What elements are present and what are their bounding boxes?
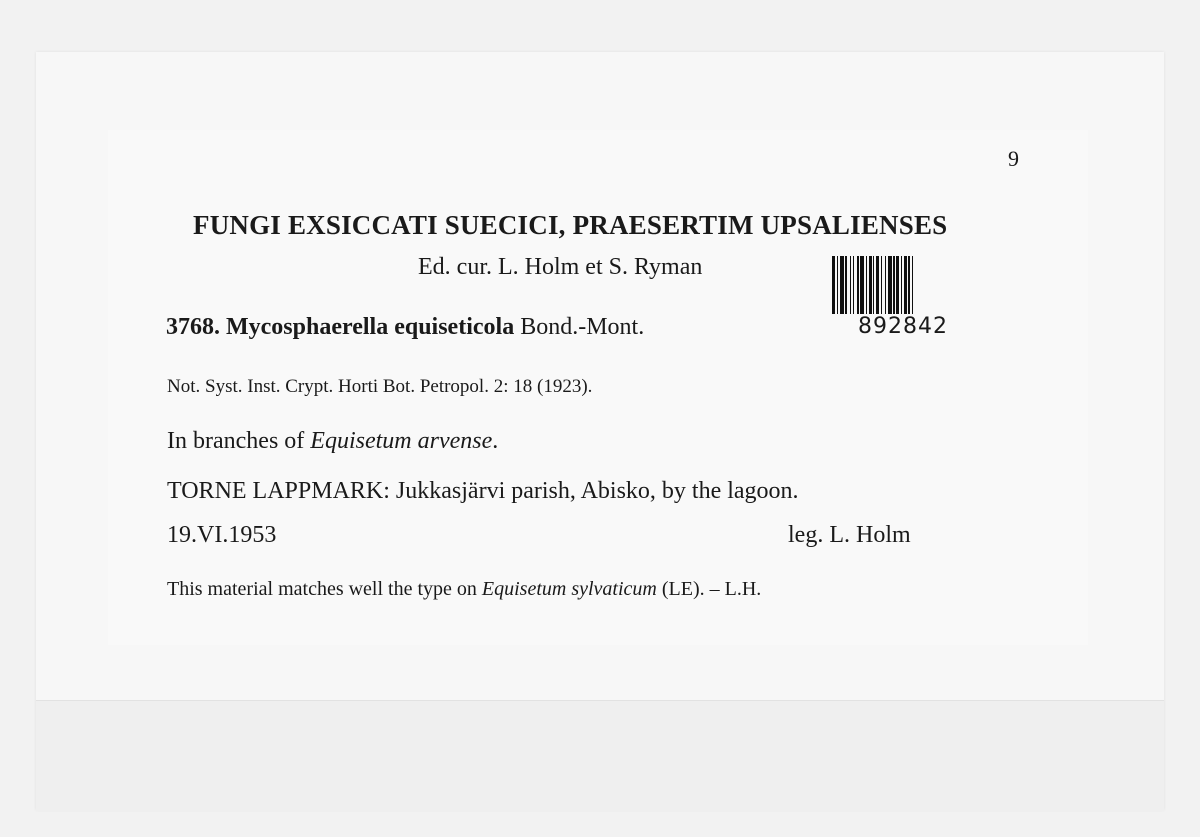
note-suffix: (LE). – L.H. — [656, 578, 762, 600]
substrate-host: Equisetum arvense — [310, 428, 493, 454]
collection-date: 19.VI.1953 — [167, 522, 277, 548]
collector: leg. L. Holm — [788, 522, 911, 548]
page-number: 9 — [1008, 146, 1019, 171]
substrate-line — [167, 428, 498, 455]
barcode-number: 892842 — [858, 314, 948, 339]
barcode-sticker — [812, 248, 994, 344]
substrate-prefix: In branches of — [167, 428, 311, 454]
literature-citation: Not. Syst. Inst. Crypt. Horti Bot. Petropol. 2: 18 (1923). — [167, 376, 593, 397]
locality-line: TORNE LAPPMARK: Jukkasjärvi parish, Abisko, by the lagoon. — [167, 478, 799, 504]
barcode-icon — [832, 256, 977, 314]
curator-note — [167, 578, 761, 601]
editors-line: Ed. cur. L. Holm et S. Ryman — [418, 254, 703, 280]
exsiccata-heading — [166, 314, 644, 341]
exsiccata-number-name: 3768. Mycosphaerella equiseticola — [166, 314, 515, 340]
exsiccata-author: Bond.-Mont. — [520, 314, 645, 340]
envelope-flap — [36, 700, 1164, 811]
series-title: FUNGI EXSICCATI SUECICI, PRAESERTIM UPSALIENSES — [193, 210, 948, 240]
note-prefix: This material matches well the type on — [167, 578, 482, 600]
substrate-suffix: . — [492, 428, 499, 454]
note-host: Equisetum sylvaticum — [481, 578, 657, 600]
